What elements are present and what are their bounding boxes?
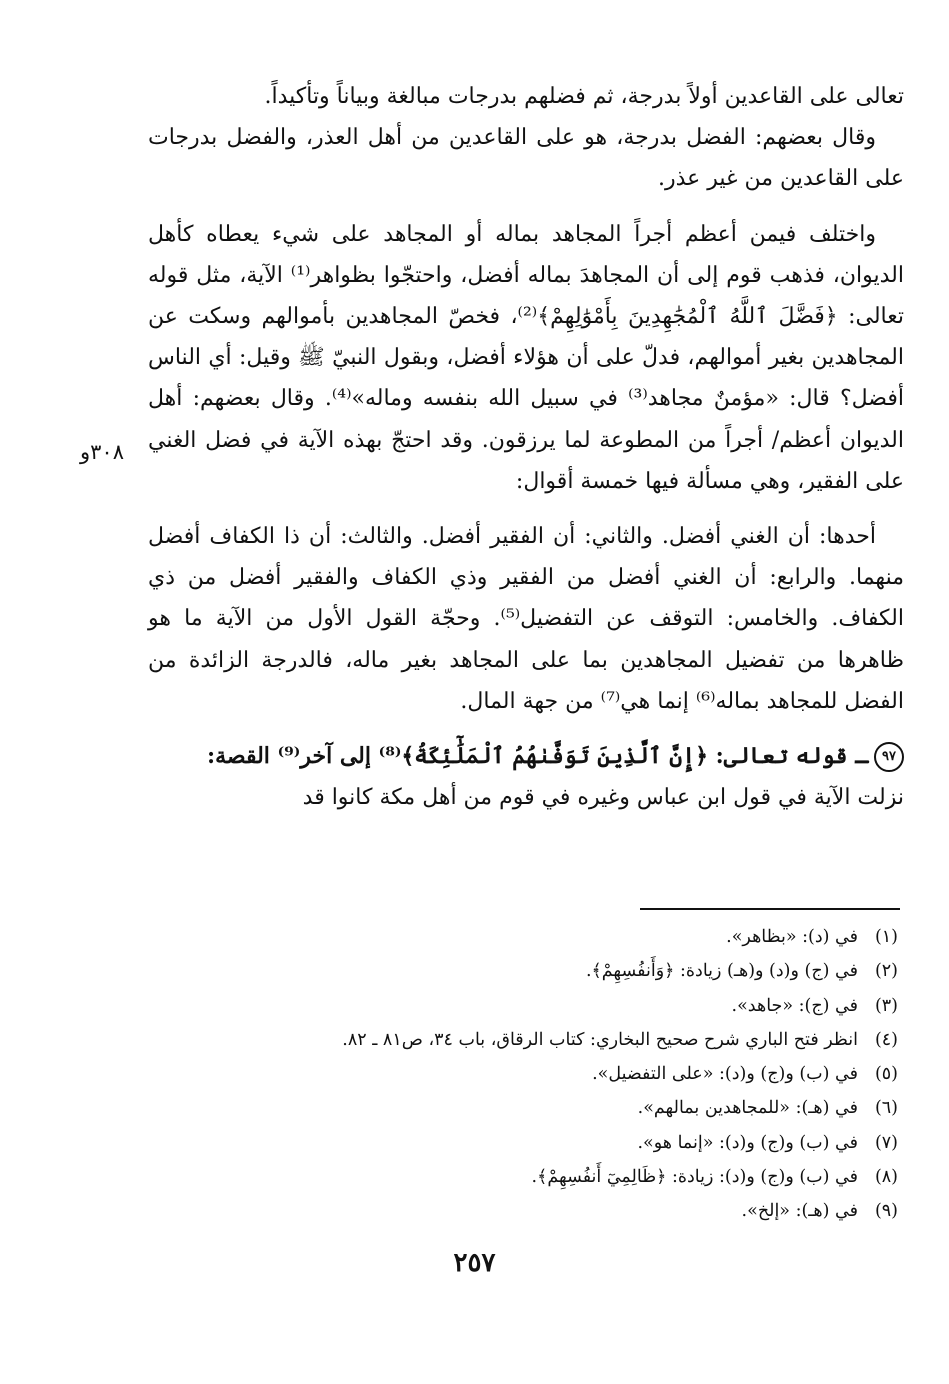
main-text (148, 76, 904, 818)
footnote-text: في (ب) و(ج) و(د): «على التفضيل». (592, 1064, 858, 1085)
paragraph-1: تعالى على القاعدين أولاً بدرجة، ثم فضلهم بدرجات مبالغة وبياناً وتأكيداً. (264, 84, 904, 109)
footnote-item (180, 920, 898, 954)
paragraph-2: وقال بعضهم: الفضل بدرجة، هو على القاعدين من أهل العذر، والفضل بدرجات على القاعدين من غير عذر. (148, 125, 904, 192)
manuscript-folio-note: ٣٠٨و (80, 440, 124, 464)
footnote-separator (640, 908, 900, 910)
paragraph-gap (148, 722, 904, 736)
footnotes-list (180, 920, 898, 1229)
footnote-number: (٦) (874, 1098, 898, 1119)
verse-heading-text: ـ قوله تعالى: ﴿إِنَّ ٱلَّذِينَ تَوَفَّىٰهُمُ ٱلْمَلَٰٓئِكَةُ﴾⁽⁸⁾ إلى آخر⁽⁹⁾ القصة: (206, 743, 868, 770)
footnote-number: (٨) (874, 1167, 898, 1188)
footnote-number: (٩) (874, 1201, 898, 1222)
footnote-item (180, 1057, 898, 1091)
footnote-number: (١) (874, 927, 898, 947)
footnote-item (180, 989, 898, 1023)
footnote-item (180, 1160, 898, 1194)
footnote-text: في (ب) و(ج) و(د): زيادة: ﴿ظَالِمِيٓ أَنفُسِهِمْ﴾. (531, 1167, 858, 1188)
paragraph-gap (148, 502, 904, 516)
footnote-number: (٣) (874, 995, 898, 1016)
ayah-number-badge: ٩٧ (874, 742, 904, 772)
footnote-text: في (هـ): «إلخ». (741, 1201, 858, 1222)
footnote-number: (٢) (874, 961, 898, 982)
footnote-number: (٧) (874, 1132, 898, 1153)
footnote-item (180, 1091, 898, 1125)
paragraph-3: واختلف فيمن أعظم أجراً المجاهد بماله أو المجاهد على شيء يعطاه كأهل الديوان، فذهب قوم إلى أن المجاهدَ بماله أفضل، واحتجّوا بظواهر⁽¹⁾ الآية، مثل قوله تعالى: ﴿فَضَّلَ ٱللَّهُ ٱلْمُجَٰهِدِينَ بِأَمْوَٰلِهِمْ﴾⁽²⁾، فخصّ المجاهدين بأموالهم وسكت عن المجاهدين بغير أموالهم، فدلّ على أن هؤلاء أفضل، وبقول النبيّ ﷺ وقيل: أي الناس أفضل؟ قال: «مؤمنٌ مجاهد⁽³⁾ في سبيل الله بنفسه وماله»⁽⁴⁾. وقال بعضهم: أهل الديوان أعظم/ أجراً من المطوعة لما يرزقون. وقد احتجّ بهذه الآية في فضل الغني على الفقير، وهي مسألة فيها خمسة أقوال: (148, 221, 904, 494)
footnote-text: في (د): «بظاهر». (726, 927, 858, 947)
footnote-text: في (ج) و(د) و(هـ) زيادة: ﴿وَأَنفُسِهِمْ﴾. (585, 961, 858, 982)
footnote-item (180, 1023, 898, 1057)
footnote-item (180, 954, 898, 988)
footnote-text: في (ب) و(ج) و(د): «إنما هو». (637, 1132, 858, 1153)
footnote-number: (٤) (874, 1029, 898, 1050)
footnote-item (180, 1194, 898, 1228)
paragraph-5: نزلت الآية في قول ابن عباس وغيره في قوم من أهل مكة كانوا قد (302, 785, 904, 811)
page-number: ٢٥٧ (453, 1248, 496, 1278)
verse-heading (148, 736, 904, 777)
footnote-number: (٥) (874, 1064, 898, 1085)
paragraph-4: أحدها: أن الغني أفضل. والثاني: أن الفقير أفضل. والثالث: أن ذا الكفاف أفضل منهما. والرابع: أن الغني أفضل من الفقير وذي الكفاف والفقير أفضل من ذي الكفاف. والخامس: التوقف عن التفضيل⁽⁵⁾. وحجّة القول الأول من الآية ما هو ظاهرها من تفضيل المجاهدين بما على المجاهد بغير ماله، فالدرجة الزائدة من الفضل للمجاهد بماله⁽⁶⁾ إنما هي⁽⁷⁾ من جهة المال. (148, 524, 904, 714)
footnote-text: انظر فتح الباري شرح صحيح البخاري: كتاب الرقاق، باب ٣٤، ص٨١ ـ ٨٢. (342, 1029, 858, 1050)
paragraph-gap (148, 200, 904, 214)
footnote-text: في (ج): «جاهد». (731, 995, 858, 1016)
footnote-item (180, 1126, 898, 1160)
footnote-text: في (هـ): «للمجاهدين بمالهم». (637, 1098, 858, 1119)
